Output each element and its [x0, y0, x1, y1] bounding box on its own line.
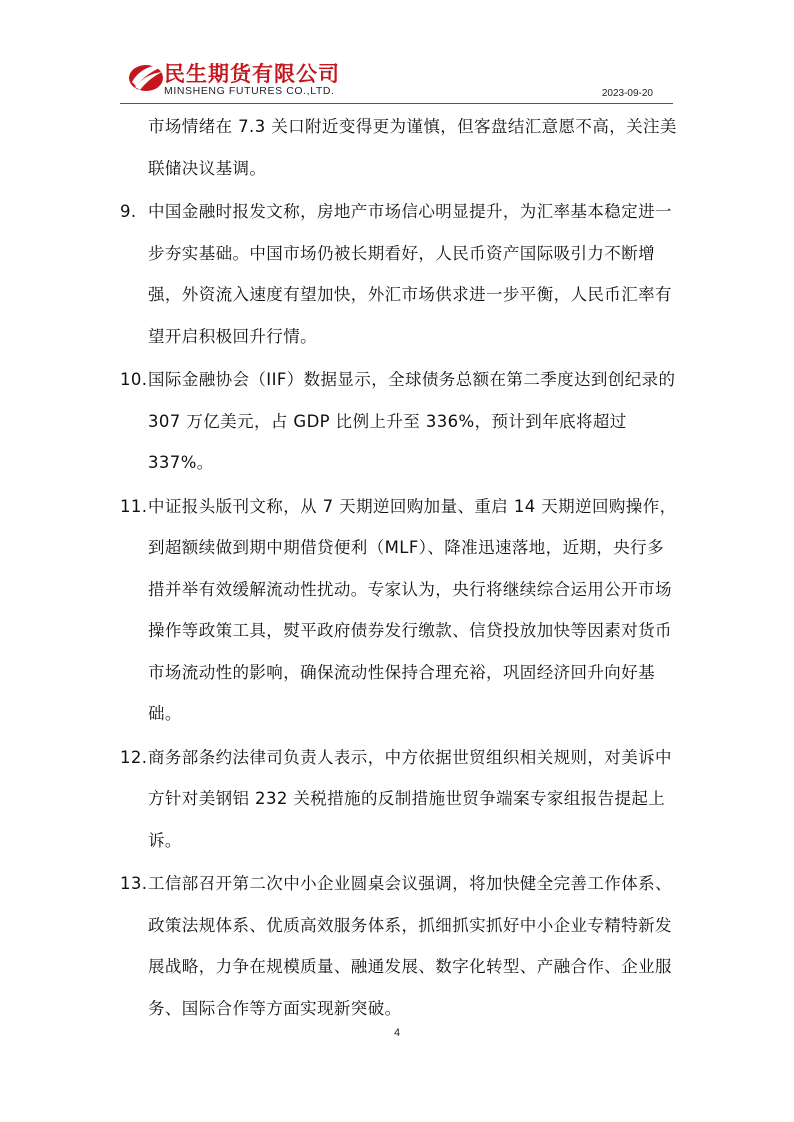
report-date: 2023-09-20 — [601, 88, 653, 99]
item-text: 中证报头版刊文称，从 7 天期逆回购加量、重启 14 天期逆回购操作，到超额续做到期中期借贷便利（MLF）、降准迅速落地，近期，央行多措并举有效缓解流动性扰动。专家认为，央行将继续综合运用公开市场操作等政策工具，熨平政府债券发行缴款、信贷投放加快等因素对货币市场流动性的影响，确保流动性保持合理充裕，巩固经济回升向好基础。 — [148, 496, 677, 723]
item-text: 工信部召开第二次中小企业圆桌会议强调，将加快健全完善工作体系、政策法规体系、优质高效服务体系，抓细抓实抓好中小企业专精特新发展战略，力争在规模质量、融通发展、数字化转型、产融合作、企业服务、国际合作等方面实现新突破。 — [148, 874, 672, 1018]
list-item — [120, 863, 680, 1029]
continuation-paragraph: 市场情绪在 7.3 关口附近变得更为谨慎，但客盘结汇意愿不高，关注美联储决议基调。 — [148, 117, 677, 178]
item-text: 中国金融时报发文称，房地产市场信心明显提升，为汇率基本稳定进一步夯实基础。中国市场仍被长期看好，人民币资产国际吸引力不断增强，外资流入速度有望加快，外汇市场供求进一步平衡，人民币汇率有望开启积极回升行情。 — [148, 202, 672, 346]
header-divider — [120, 103, 673, 104]
minsheng-logo-icon — [126, 56, 166, 96]
page-header — [120, 50, 673, 104]
list-item — [120, 486, 680, 735]
company-name-en: MINSHENG FUTURES CO.,LTD. — [164, 85, 335, 97]
item-number: 11. — [120, 496, 148, 516]
item-text: 国际金融协会（IIF）数据显示，全球债务总额在第二季度达到创纪录的 307 万亿美元，占 GDP 比例上升至 336%，预计到年底将超过 337%。 — [148, 370, 676, 472]
list-item — [120, 191, 680, 357]
item-number: 9. — [120, 202, 137, 221]
document-body — [120, 106, 680, 1029]
list-item — [120, 359, 680, 484]
item-number: 10. — [120, 370, 148, 389]
item-number: 12. — [120, 747, 148, 767]
company-name-cn: 民生期货有限公司 — [164, 62, 340, 86]
item-number: 13. — [120, 874, 148, 893]
list-item — [120, 737, 680, 862]
page-number: 4 — [393, 1027, 401, 1039]
item-text: 商务部条约法律司负责人表示，中方依据世贸组织相关规则，对美诉中方针对美钢铝 232 关税措施的反制措施世贸争端案专家组报告提起上诉。 — [148, 747, 672, 850]
